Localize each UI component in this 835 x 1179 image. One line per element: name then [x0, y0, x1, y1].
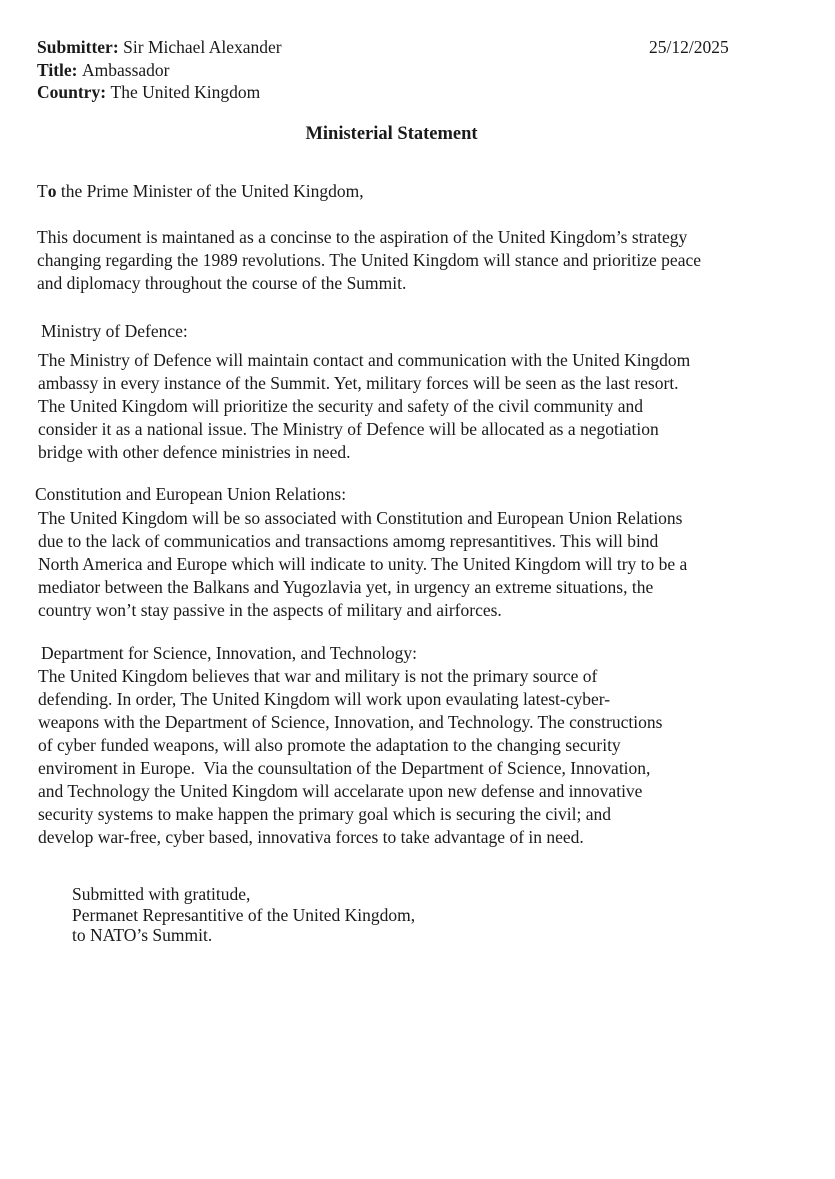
- paragraph-line: The United Kingdom will be so associated with Constitution and European Union Relations: [38, 508, 683, 528]
- section-heading-science-innovation-technology: Department for Science, Innovation, and Technology:: [41, 643, 418, 663]
- paragraph-line: changing regarding the 1989 revolutions. The United Kingdom will stance and prioritize peace: [37, 250, 702, 270]
- paragraph-line: weapons with the Department of Science, Innovation, and Technology. The constructions: [38, 712, 663, 732]
- section-heading-constitution-eu-relations: Constitution and European Union Relations:: [35, 484, 347, 504]
- section-paragraph-science-innovation-technology: [38, 665, 662, 849]
- title-label: Title:: [37, 59, 78, 80]
- paragraph-line: The United Kingdom believes that war and military is not the primary source of: [38, 666, 598, 686]
- meta-block: [37, 36, 282, 104]
- paragraph-line: bridge with other defence ministries in need.: [38, 442, 351, 462]
- section-heading-ministry-of-defence: Ministry of Defence:: [41, 321, 188, 341]
- salutation-rest: the Prime Minister of the United Kingdom,: [56, 181, 364, 201]
- paragraph-line: enviroment in Europe. Via the counsultation of the Department of Science, Innovation,: [38, 758, 651, 778]
- salutation: [37, 180, 364, 203]
- meta-row-country: [37, 81, 282, 104]
- paragraph-line: country won’t stay passive in the aspects of military and airforces.: [38, 600, 502, 620]
- paragraph-line: North America and Europe which will indicate to unity. The United Kingdom will try to be a: [38, 554, 688, 574]
- paragraph-line: The Ministry of Defence will maintain contact and communication with the United Kingdom: [38, 350, 691, 370]
- paragraph-line: The United Kingdom will prioritize the security and safety of the civil community and: [38, 396, 644, 416]
- paragraph-line: develop war-free, cyber based, innovativa forces to take advantage of in need.: [38, 827, 584, 847]
- salutation-o: o: [47, 181, 57, 201]
- country-value: The United Kingdom: [110, 82, 261, 102]
- paragraph-line: consider it as a national issue. The Ministry of Defence will be allocated as a negotiation: [38, 419, 659, 439]
- document-title: Ministerial Statement: [305, 124, 478, 144]
- paragraph-line: due to the lack of communicatios and transactions amomg represantitives. This will bind: [38, 531, 659, 551]
- signature-line: to NATO’s Summit.: [72, 925, 213, 945]
- paragraph-line: mediator between the Balkans and Yugozlavia yet, in urgency an extreme situations, the: [38, 577, 654, 597]
- submitter-value: Sir Michael Alexander: [123, 37, 282, 57]
- meta-row-title: [37, 59, 282, 82]
- section-paragraph-ministry-of-defence: [38, 349, 690, 464]
- paragraph-line: of cyber funded weapons, will also promote the adaptation to the changing security: [38, 735, 621, 755]
- paragraph-line: and Technology the United Kingdom will accelarate upon new defense and innovative: [38, 781, 643, 801]
- section-paragraph-constitution-eu-relations: [38, 507, 687, 622]
- signature-block: [72, 884, 415, 946]
- country-label: Country:: [37, 82, 107, 102]
- signature-line: Permanet Represantitive of the United Kingdom,: [72, 904, 416, 925]
- paragraph-line: security systems to make happen the primary goal which is securing the civil; and: [38, 804, 611, 824]
- paragraph-line: This document is maintaned as a concinse to the aspiration of the United Kingdom’s strategy: [37, 227, 688, 247]
- meta-row-submitter: [37, 36, 282, 59]
- document-date: 25/12/2025: [649, 37, 729, 57]
- intro-paragraph: [37, 226, 701, 295]
- title-value: Ambassador: [82, 59, 170, 80]
- salutation-t: T: [37, 181, 48, 201]
- signature-line: Submitted with gratitude,: [72, 884, 251, 904]
- submitter-label: Submitter:: [37, 37, 119, 57]
- paragraph-line: ambassy in every instance of the Summit. Yet, military forces will be seen as the last resort.: [38, 373, 679, 393]
- paragraph-line: defending. In order, The United Kingdom will work upon evaulating latest-cyber-: [38, 689, 611, 709]
- paragraph-line: and diplomacy throughout the course of the Summit.: [37, 273, 407, 293]
